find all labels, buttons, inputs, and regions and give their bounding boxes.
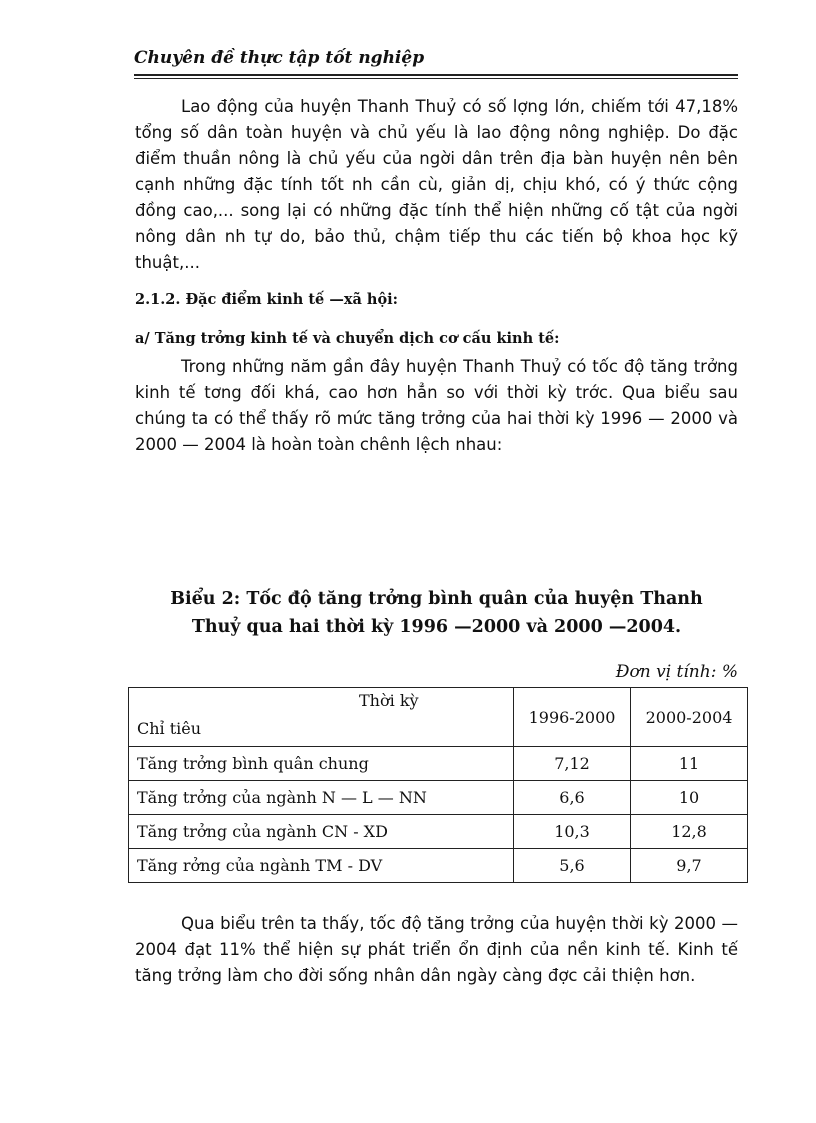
- header-col-1996-2000: 1996-2000: [514, 688, 631, 747]
- table-unit: Đơn vị tính: %: [615, 662, 738, 682]
- table-header-diagonal-cell: [129, 688, 514, 747]
- table-row: [129, 849, 748, 883]
- row-value-2000-2004: 9,7: [631, 849, 748, 883]
- paragraph-growth-text: Trong những năm gần đây huyện Thanh Thuỷ có tốc độ tăng trởng kinh tế tơng đối khá, cao hơn hẳn so với thời kỳ trớc. Qua biểu sau chúng ta có thể thấy rõ mức tăng trởng của hai thời kỳ 1996 — 2000 và 2000 — 2004 là hoàn toàn chênh lệch nhau:: [135, 357, 738, 454]
- paragraph-labor: [135, 94, 738, 276]
- row-value-1996-2000: 6,6: [514, 781, 631, 815]
- table-row: [129, 747, 748, 781]
- paragraph-labor-text: Lao động của huyện Thanh Thuỷ có số lợng lớn, chiếm tới 47,18% tổng số dân toàn huyện và chủ yếu là lao động nông nghiệp. Do đặc điểm thuần nông là chủ yếu của ngời dân trên địa bàn huyện nên bên cạnh những đặc tính tốt nh cần cù, giản dị, chịu khó, có ý thức cộng đồng cao,... song lại có những đặc tính thể hiện những cố tật của ngời nông dân nh tự do, bảo thủ, chậm tiếp thu các tiến bộ khoa học kỹ thuật,...: [135, 97, 738, 272]
- table-caption-line1: Biểu 2: Tốc độ tăng trởng bình quân của huyện Thanh: [170, 589, 703, 609]
- growth-table: [128, 687, 748, 883]
- row-label: Tăng trởng của ngành CN - XD: [129, 815, 514, 849]
- table-caption-line2: Thuỷ qua hai thời kỳ 1996 —2000 và 2000 —2004.: [191, 617, 682, 637]
- row-value-2000-2004: 10: [631, 781, 748, 815]
- paragraph-growth: [135, 354, 738, 458]
- row-label: Tăng trởng của ngành N — L — NN: [129, 781, 514, 815]
- table-header-row: [129, 688, 748, 747]
- row-label: Tăng trởng bình quân chung: [129, 747, 514, 781]
- row-value-1996-2000: 7,12: [514, 747, 631, 781]
- header-indicator-label: Chỉ tiêu: [137, 719, 202, 738]
- row-value-1996-2000: 5,6: [514, 849, 631, 883]
- paragraph-conclusion: [135, 911, 738, 989]
- subsection-heading-growth: a/ Tăng trởng kinh tế và chuyển dịch cơ cấu kinh tế:: [135, 330, 560, 347]
- header-rule-thick: [134, 74, 738, 76]
- header-period-label: Thời kỳ: [359, 691, 419, 710]
- row-value-2000-2004: 12,8: [631, 815, 748, 849]
- table-row: [129, 781, 748, 815]
- row-value-1996-2000: 10,3: [514, 815, 631, 849]
- header-col-2000-2004: 2000-2004: [631, 688, 748, 747]
- table-row: [129, 815, 748, 849]
- header-rule-thin: [134, 78, 738, 79]
- section-heading-economy: 2.1.2. Đặc điểm kinh tế —xã hội:: [135, 291, 398, 308]
- document-header-title: Chuyên đề thực tập tốt nghiệp: [134, 48, 425, 68]
- paragraph-conclusion-text: Qua biểu trên ta thấy, tốc độ tăng trởng của huyện thời kỳ 2000 — 2004 đạt 11% thể hiện sự phát triển ổn định của nền kinh tế. Kinh tế tăng trởng làm cho đời sống nhân dân ngày càng đợc cải thiện hơn.: [135, 914, 738, 985]
- table-caption: [135, 585, 738, 641]
- row-label: Tăng rởng của ngành TM - DV: [129, 849, 514, 883]
- row-value-2000-2004: 11: [631, 747, 748, 781]
